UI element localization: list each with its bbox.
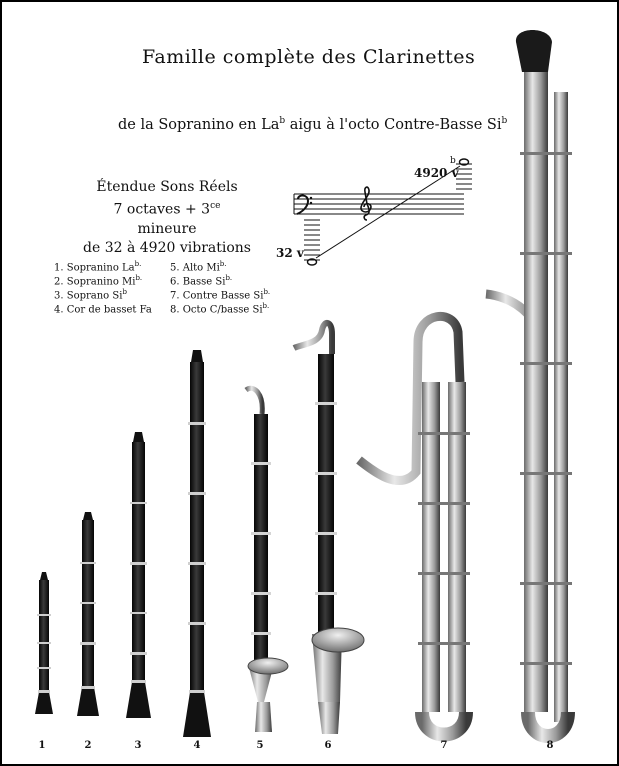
legend-item: 3. Soprano Si$^b$ [54, 288, 127, 302]
high-frequency-label: 4920 v [414, 166, 459, 180]
subtitle-flat-2: b [501, 116, 508, 126]
legend-item: 7. Contre Basse $Si^{b.}$ [170, 288, 271, 302]
clarinet-1-sopranino-la [35, 572, 53, 714]
instrument-number: 1 [38, 740, 46, 751]
subtitle-middle: aigu à l'octo Contre-Basse Si [285, 116, 502, 133]
instrument-number: 5 [256, 740, 264, 751]
instrument-number: 2 [84, 740, 92, 751]
page-title: Famille complète des Clarinettes [142, 46, 476, 68]
instrument-number: 6 [324, 740, 332, 751]
legend-item: 5. Alto $Mi^{b.}$ [170, 260, 227, 274]
clarinet-7-contre-basse-si [359, 316, 470, 734]
range-line-1: Étendue Sons Réels [96, 179, 238, 195]
range-line-2: 7 octaves + $3^{ce}$ mineure [113, 201, 221, 237]
clarinet-5-alto-mi [246, 388, 288, 732]
legend-item: 4. Cor de basset Fa [54, 304, 152, 316]
legend-item: 6. Basse $Si^{b.}$ [170, 274, 233, 288]
instrument-number: 7 [440, 740, 448, 751]
legend-item: 8. Octo C/basse $Si^{b.}$ [170, 302, 270, 316]
range-line-3: de 32 à 4920 vibrations [83, 239, 251, 256]
subtitle-prefix: de la Sopranino en La [118, 116, 280, 133]
instrument-number: 8 [546, 740, 554, 751]
clarinet-8-octo-contre-basse-si [486, 30, 572, 736]
low-frequency-label: 32 v [276, 246, 304, 260]
subtitle-flat-1: b [279, 116, 286, 126]
clarinet-4-cor-de-basset [183, 350, 211, 737]
high-flat-sign: b [450, 156, 456, 166]
clarinet-6-basse-si [294, 323, 364, 734]
clarinet-family-illustration [2, 2, 617, 764]
legend-item: 1. Sopranino $La^{b.}$ [54, 260, 142, 274]
legend-item: 2. Sopranino $Mi^{b.}$ [54, 274, 143, 288]
instrument-number: 3 [134, 740, 142, 751]
clarinet-2-sopranino-mi [77, 512, 99, 716]
clarinet-3-soprano-si [126, 432, 151, 718]
instrument-number: 4 [193, 740, 201, 751]
